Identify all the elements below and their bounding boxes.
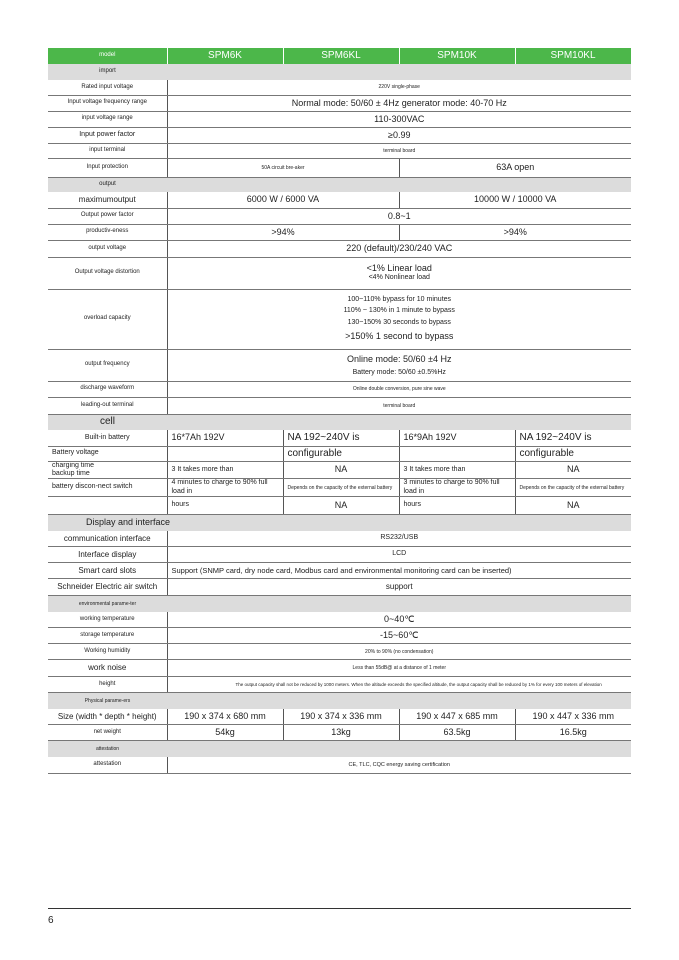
row-value: >94% (167, 224, 399, 240)
row-label: Size (width * depth * height) (48, 709, 167, 725)
cell-value: NA (283, 497, 399, 515)
cell-value: 16*9Ah 192V (399, 430, 515, 446)
cell-value: hours (167, 497, 283, 515)
cell-value: NA (515, 461, 631, 479)
model-spm10k: SPM10K (399, 48, 515, 64)
model-spm6k: SPM6K (167, 48, 283, 64)
footer-divider (48, 908, 631, 909)
cell-value: configurable (283, 446, 399, 461)
model-header: model (48, 48, 167, 64)
section-environment: environmental parame-ter (48, 596, 167, 612)
row-value: 20% to 90% (no condensation) (167, 644, 631, 660)
row-label: Input power factor (48, 127, 167, 143)
row-value: ≥0.99 (167, 127, 631, 143)
row-value: Normal mode: 50/60 ± 4Hz generator mode: 40-70 Hz (167, 95, 631, 111)
cell-value: Depends on the capacity of the external battery (515, 479, 631, 497)
cell-value: 3 It takes more than (167, 461, 283, 479)
row-label: output frequency (48, 349, 167, 381)
row-label: Output voltage distortion (48, 257, 167, 289)
row-label: Output power factor (48, 208, 167, 224)
row-label: maximumoutput (48, 192, 167, 208)
line: 130~150% 30 seconds to bypass (347, 319, 451, 327)
row-value: 220 (default)/230/240 VAC (167, 240, 631, 257)
cell-value: 4 minutes to charge to 90% full load in (167, 479, 283, 497)
cell-value: 3 minutes to charge to 90% full load in (399, 479, 515, 497)
row-value: LCD (167, 547, 631, 563)
row-label: Built-in battery (48, 430, 167, 446)
row-value: terminal board (167, 143, 631, 158)
row-label: Battery voltage (48, 446, 167, 461)
row-label: Schneider Electric air switch (48, 579, 167, 596)
row-value: >94% (399, 224, 631, 240)
row-label: communication interface (48, 531, 167, 547)
row-label: work noise (48, 660, 167, 677)
section-attestation: attestation (48, 741, 167, 757)
cell-value: NA 192~240V is (283, 430, 399, 446)
row-value: support (167, 579, 631, 596)
cell-value: 190 x 374 x 336 mm (283, 709, 399, 725)
section-cell: cell (48, 414, 167, 430)
row-value: 110-300VAC (167, 111, 631, 127)
cell-value: 3 It takes more than (399, 461, 515, 479)
row-label: output voltage (48, 240, 167, 257)
cell-value: 190 x 447 x 685 mm (399, 709, 515, 725)
line: >150% 1 second to bypass (345, 331, 454, 342)
cell-value: configurable (515, 446, 631, 461)
row-value: terminal board (167, 397, 631, 414)
line: 110% ~ 130% in 1 minute to bypass (343, 307, 455, 315)
cell-value: hours (399, 497, 515, 515)
row-value: Support (SNMP card, dry node card, Modbus card and environmental monitoring card can be inserted) (167, 563, 631, 579)
row-label: net weight (48, 725, 167, 741)
cell-value: 63.5kg (399, 725, 515, 741)
row-label: leading-out terminal (48, 397, 167, 414)
cell-value: Depends on the capacity of the external battery (283, 479, 399, 497)
page-number: 6 (48, 915, 54, 926)
row-label: Rated input voltage (48, 80, 167, 95)
cell-value: 190 x 447 x 336 mm (515, 709, 631, 725)
row-label: productiv-eness (48, 224, 167, 240)
row-label: backup time (52, 469, 90, 477)
row-value: RS232/USB (167, 531, 631, 547)
row-label: input voltage range (48, 111, 167, 127)
row-label: overload capacity (48, 289, 167, 349)
row-value: 220V single-phase (167, 80, 631, 95)
line: <1% Linear load (366, 263, 432, 274)
row-value: Less than 55dB@ at a distance of 1 meter (167, 660, 631, 677)
model-spm10kl: SPM10KL (515, 48, 631, 64)
line: Online mode: 50/60 ±4 Hz (347, 354, 452, 365)
cell-value: 16.5kg (515, 725, 631, 741)
section-import: import (48, 64, 167, 80)
row-value: 63A open (399, 158, 631, 177)
row-value: The output capacity shall not be reduced by 1000 meters. When the altitude exceeds the specified altitude, the output capacity shall be reduced by 1% for every 100 meters of elevation (167, 677, 631, 693)
row-label: input terminal (48, 143, 167, 158)
cell-value: 54kg (167, 725, 283, 741)
row-label: battery discon-nect switch (48, 479, 167, 497)
row-label: Input voltage frequency range (48, 95, 167, 111)
row-value: 50A circuit bre-aker (167, 158, 399, 177)
row-label: discharge waveform (48, 381, 167, 397)
row-value: 10000 W / 10000 VA (399, 192, 631, 208)
row-value: 0.8~1 (167, 208, 631, 224)
section-physical: Physical parame-ers (48, 693, 167, 709)
header-row (48, 48, 631, 64)
section-output: output (48, 177, 167, 192)
row-label: Input protection (48, 158, 167, 177)
cell-value: NA (515, 497, 631, 515)
row-value: -15~60℃ (167, 628, 631, 644)
row-label: Working humidity (48, 644, 167, 660)
row-label: Interface display (48, 547, 167, 563)
model-spm6kl: SPM6KL (283, 48, 399, 64)
spec-table (48, 48, 632, 774)
row-label: height (48, 677, 167, 693)
line: Battery mode: 50/60 ±0.5%Hz (352, 368, 446, 376)
row-label: charging time (52, 461, 95, 469)
line: <4% Nonlinear load (368, 274, 430, 282)
row-value: 0~40℃ (167, 612, 631, 628)
row-label: working temperature (48, 612, 167, 628)
row-value: CE, TLC, CQC energy saving certification (167, 757, 631, 774)
cell-value: 13kg (283, 725, 399, 741)
row-value: Online double conversion, pure sine wave (167, 381, 631, 397)
cell-value: NA 192~240V is (515, 430, 631, 446)
line: 100~110% bypass for 10 minutes (347, 295, 452, 303)
cell-value: 16*7Ah 192V (167, 430, 283, 446)
row-label: storage temperature (48, 628, 167, 644)
row-label: Smart card slots (48, 563, 167, 579)
row-label: attestation (48, 757, 167, 774)
row-value: 6000 W / 6000 VA (167, 192, 399, 208)
cell-value: NA (283, 461, 399, 479)
cell-value: 190 x 374 x 680 mm (167, 709, 283, 725)
section-display: Display and interface (48, 515, 631, 531)
